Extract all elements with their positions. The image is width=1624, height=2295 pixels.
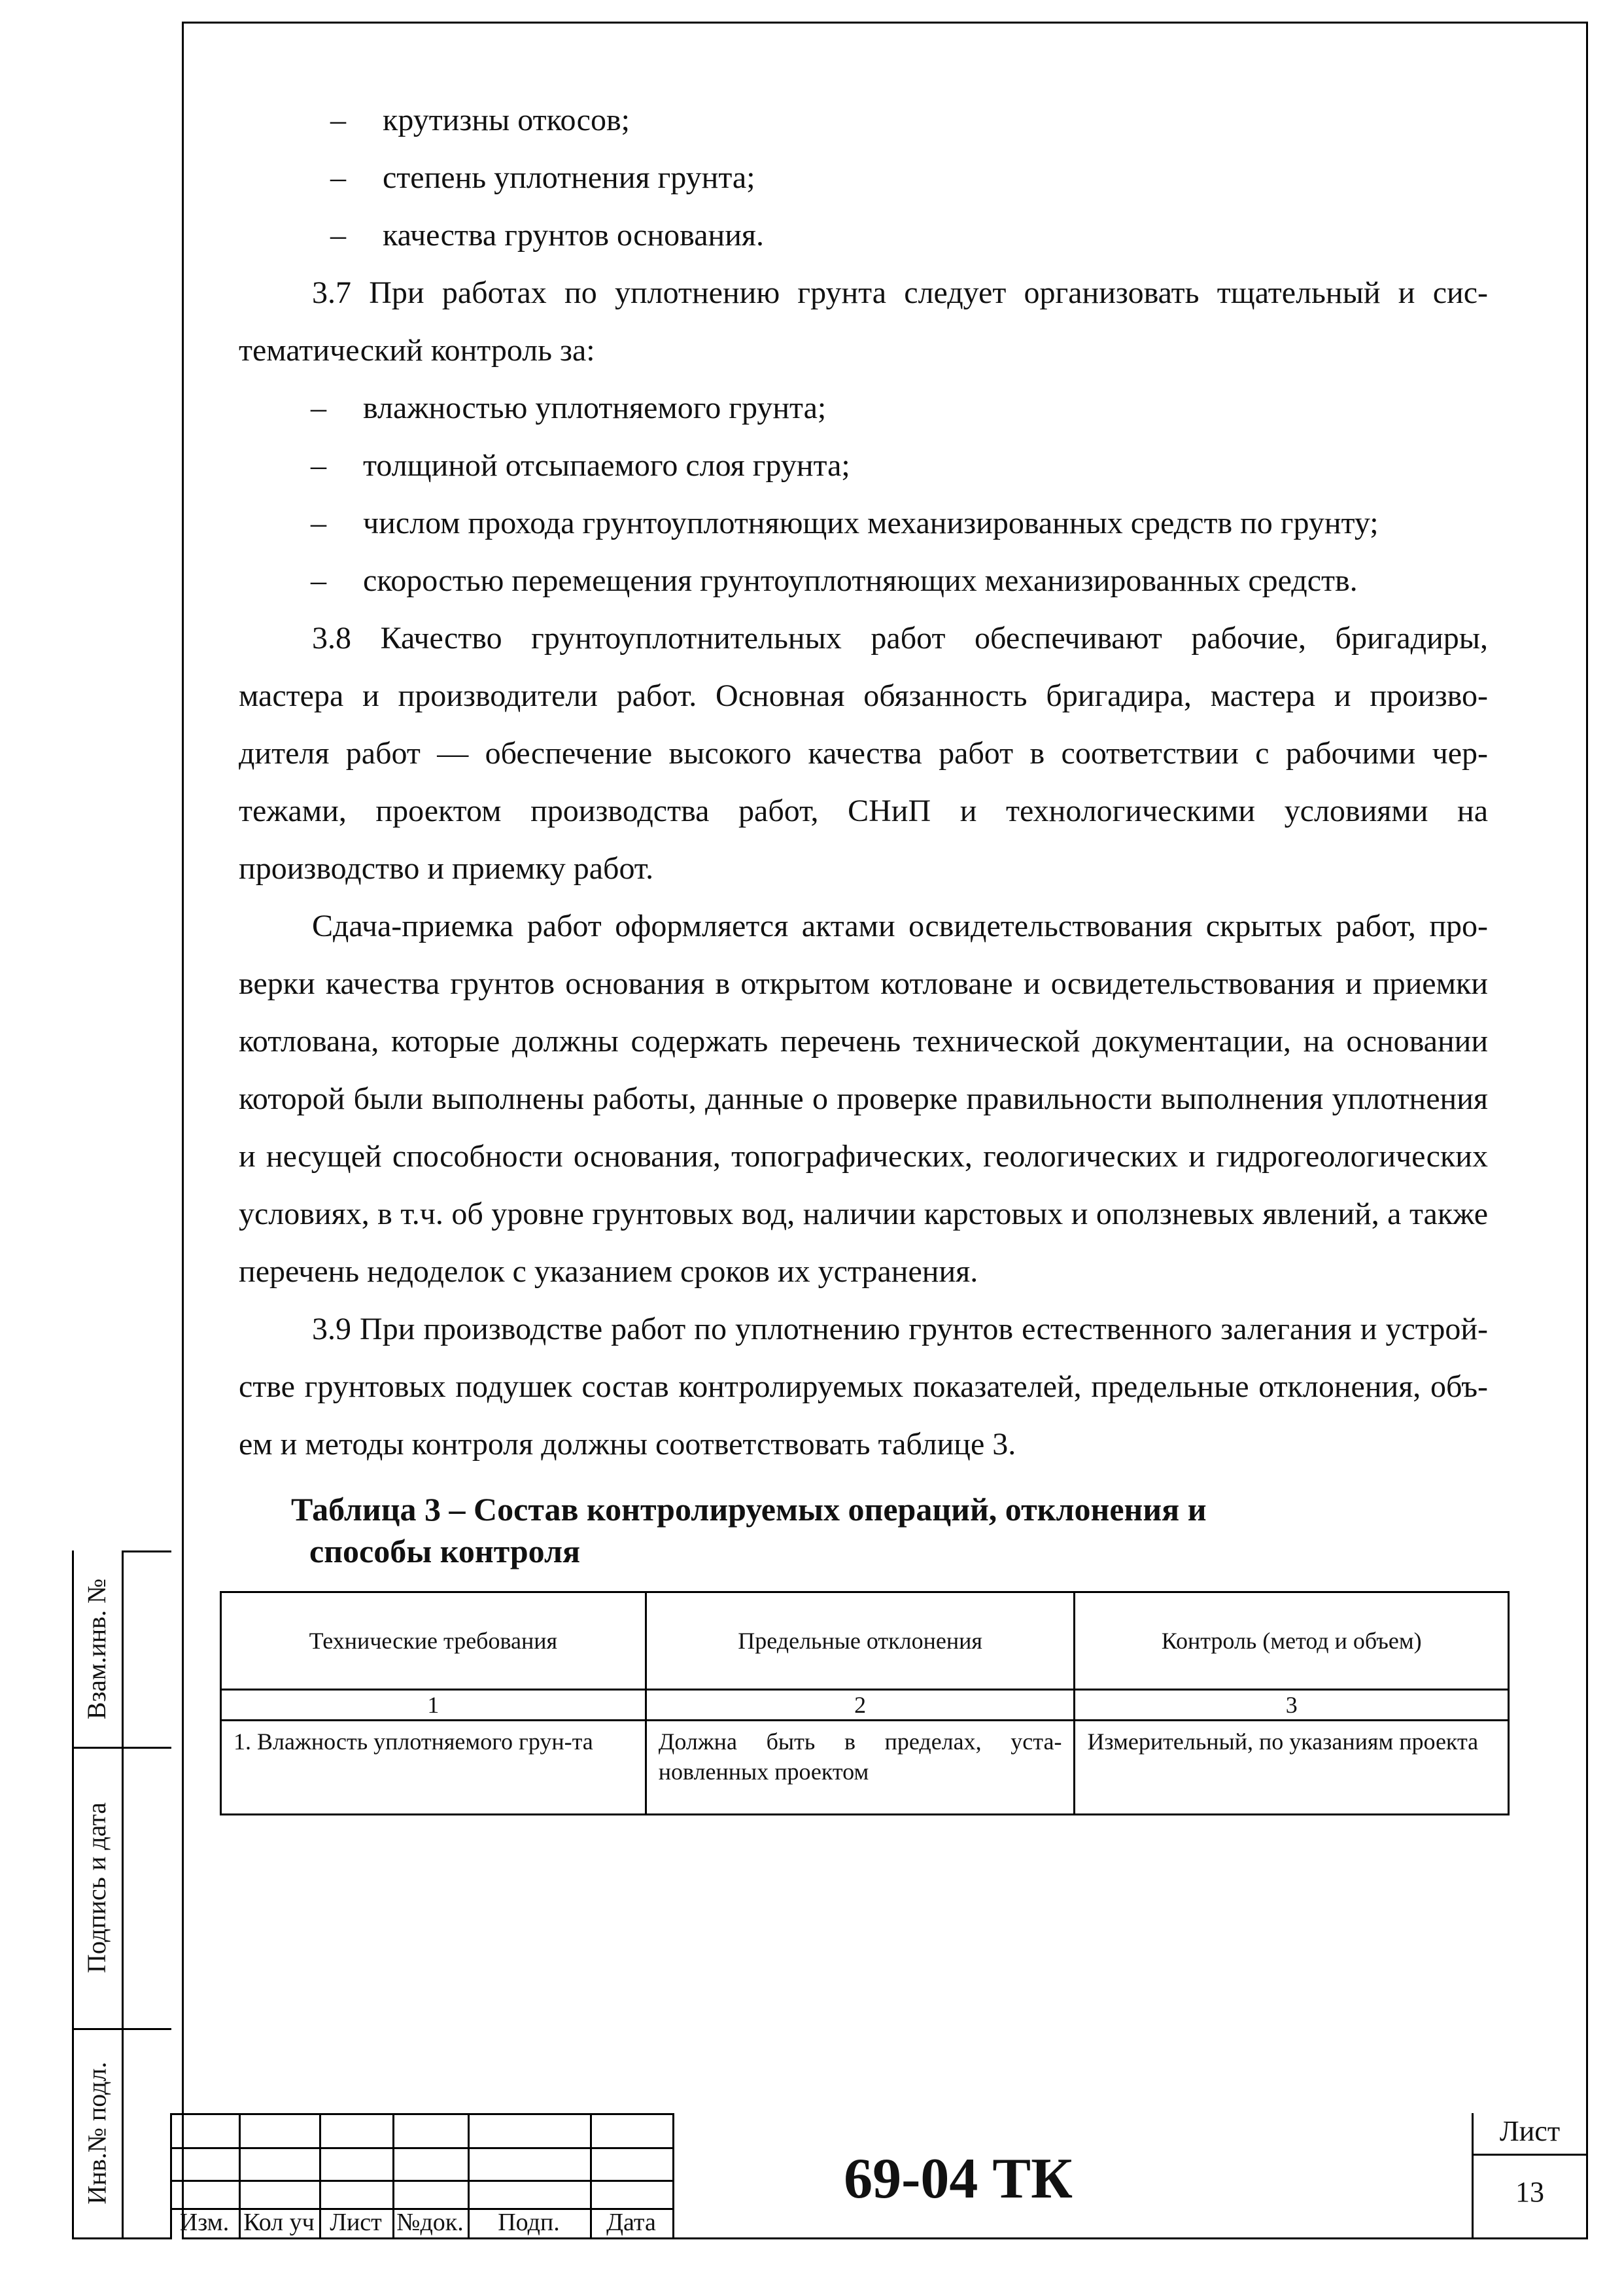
paragraph-line: условиях, в т.ч. об уровне грунтовых вод, наличии карстовых и оползневых явлений, а также [239,1197,1488,1231]
paragraph-line: верки качества грунтов основания в открытом котловане и освидетельствования и приемки [239,966,1488,1001]
stamp-col-label: Кол уч [243,2209,315,2236]
list-item: – скоростью перемещения грунтоуплотняющих механизированных средств. [311,563,1358,598]
side-stamp [72,1550,171,2237]
table-cell: 1. Влажность уплотняемого грун-та [221,1721,646,1815]
table-cell: Должна быть в пределах, уста-новленных проектом [646,1721,1075,1815]
paragraph-3-9: 3.9 При производстве работ по уплотнению грунтов естественного залегания и устрой- [312,1312,1488,1346]
table-header-row [221,1592,1509,1690]
list-item: – толщиной отсыпаемого слоя грунта; [311,448,850,483]
list-item: – числом прохода грунтоуплотняющих механизированных средств по грунту; [311,506,1379,540]
paragraph-line: тематический контроль за: [239,333,595,368]
paragraph-line: дителя работ — обеспечение высокого качества работ в соответствии с рабочими чер- [239,736,1488,771]
stamp-col-label: Дата [606,2209,656,2236]
paragraph-3-7: 3.7 При работах по уплотнению грунта следует организовать тщательный и сис- [312,275,1488,310]
paragraph-line: которой были выполнены работы, данные о проверке правильности выполнения уплотнения [239,1081,1488,1116]
list-item: – влажностью уплотняемого грунта; [311,391,827,425]
stamp-col-label: Подп. [498,2209,560,2236]
title-block [170,2113,1588,2239]
list-item: – степень уплотнения грунта; [330,160,755,195]
list-item: – качества грунтов основания. [330,218,764,253]
original-inventory-label: Инв.№ подл. [82,2061,112,2204]
sheet-label: Лист [1499,2115,1561,2147]
replacement-inventory-label: Взам.инв. № [82,1578,112,1719]
paragraph-acceptance: Сдача-приемка работ оформляется актами освидетельствования скрытых работ, про- [312,909,1488,943]
paragraph-3-8: 3.8 Качество грунтоуплотнительных работ обеспечивают рабочие, бригадиры, [312,621,1488,656]
paragraph-line: стве грунтовых подушек состав контролируемых показателей, предельные отклонения, объ- [239,1369,1488,1404]
table-number-row: 1 2 3 [221,1690,1509,1721]
list-item: – крутизны откосов; [330,103,630,137]
paragraph-line: ем и методы контроля должны соответствовать таблице 3. [239,1427,1016,1462]
control-table [220,1591,1510,1815]
table-cell: Измерительный, по указаниям проекта [1075,1721,1509,1815]
paragraph-line: перечень недоделок с указанием сроков их устранения. [239,1254,978,1289]
stamp-col-label: Лист [330,2209,382,2236]
document-id: 69-04 ТК [844,2147,1073,2211]
stamp-col-label: Изм. [179,2209,230,2236]
body-text [239,92,1488,1473]
table-caption: Таблица 3 – Состав контролируемых операций, отклонения и способы контроля [291,1491,1207,1569]
sheet-number: 13 [1515,2176,1544,2208]
stamp-col-label: №док. [396,2209,464,2236]
table-header: Технические требования [221,1592,646,1690]
table-row [221,1721,1509,1815]
paragraph-line: мастера и производители работ. Основная обязанность бригадира, мастера и произво- [239,678,1488,713]
paragraph-line: производство и приемку работ. [239,851,654,886]
table-header: Контроль (метод и объем) [1075,1592,1509,1690]
paragraph-line: тежами, проектом производства работ, СНиП и технологическими условиями на [239,794,1488,828]
paragraph-line: и несущей способности основания, топографических, геологических и гидрогеологических [239,1139,1488,1174]
signature-date-label: Подпись и дата [82,1802,112,1973]
paragraph-line: котлована, которые должны содержать перечень технической документации, на основании [239,1024,1488,1059]
table-header: Предельные отклонения [646,1592,1075,1690]
